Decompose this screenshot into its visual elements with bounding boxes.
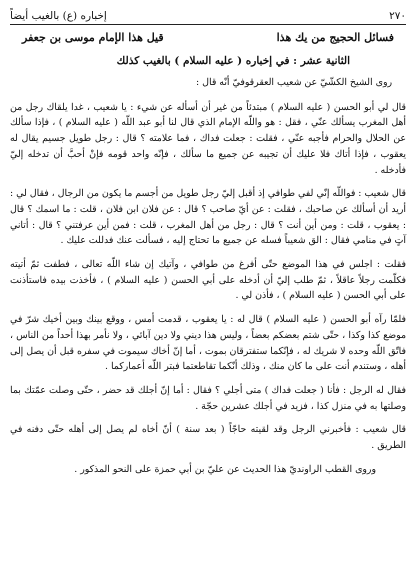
paragraph: فقلت : اجلس في هذا الموضع حتّى أفرغ من طوافي ، وآتيك إن شاء اللّه تعالى ، فطفت ثمّ أتيته فكلّمت رجلاً عاقلاً ، ثمّ طلب إليّ أن أدخله على أبي الحسن ( عليه السلام ) ، فأخذت بيده فاستأذنت على أبي الحسن ( عليه السلام ) ، فأذن لي . <box>10 259 406 302</box>
paragraph-intro: روى الشيخ الكشّيّ عن شعيب العقرقوفيّ أنّه قال : <box>196 77 392 88</box>
poem-verse <box>10 31 406 45</box>
paragraph: فلمّا رآه أبو الحسن ( عليه السلام ) قال له : يا يعقوب ، قدمت أمس ، ووقع بينك وبين أخيك شرّ في موضع كذا وكذا ، حتّى شتم بعضكم بعضاً ، وليس هذا ديني ولا دين آبائي ، ولا نأمر بهذا أحداً من الناس ، فاتّق اللّه وحده لا شريك له ، فإنّكما ستفترقان بموت ، أما إنّ أخاك سيموت في سفره قبل أن يصل إلى أهله ، وستندم أنت على ما كان منك ، وذلك أنّكما تقاطعتما فبتر اللّه أعماركما . <box>10 314 406 373</box>
paragraph: قال لي أبو الحسن ( عليه السلام ) مبتدئاً من غير أن أسأله عن شيء : يا شعيب ، غدا يلقاك رجل من أهل المغرب يسألك عنّي ، فقل : هو واللّه الإمام الذي قال لنا أبو عبد اللّه ( عليه السلام ) ، فإذا سألك عن الحلال والحرام فأجبه عنّي ، فقلت : جعلت فداك ، فما علامته ؟ قال : رجل طويل جسيم يقال له يعقوب ، فإذا أتاك فلا عليك أن تجيبه عن جميع ما سألك ، فإنّه واحد قومه فإنْ أحبَّ أن تدخله إليّ فأدخله . <box>10 101 406 176</box>
page-number: ٢٧٠ <box>389 10 406 22</box>
paragraph: قال شعيب : فواللّه إنّي لفي طوافي إذ أقبل إليّ رجل طويل من أجسم ما يكون من الرجال ، فقال لي : أريد أن أسألك عن صاحبك ، فقلت : عن أيّ صاحب ؟ قال : عن فلان ابن فلان ، قلت : ما اسمك ؟ قال : يعقوب ، قلت : ومن أين أنت ؟ قال : رجل من أهل المغرب ، قلت : فمن أين عرفتني ؟ قال : أتاني آتٍ في منامي فقال : الق شعيباً فسله عن جميع ما تحتاج إليه ، فسألت عنك فدللت عليك . <box>10 188 406 247</box>
paragraph: قال شعيب : فأخبرني الرجل وقد لقيته حاجّاً ( بعد سنة ) أنّ أخاه لم يصل إلى أهله حتّى دفنه في الطريق . <box>10 424 406 452</box>
paragraph-final: وروى القطب الراونديّ هذا الحديث عن عليّ بن أبي حمزة على النحو المذكور . <box>74 463 376 475</box>
header-rule <box>10 24 406 25</box>
page-header <box>10 0 406 22</box>
section-title: الثانية عشر : في إخباره ( عليه السلام ) بالغيب كذلك <box>116 55 350 67</box>
paragraph: فقال له الرجل : فأنا ( جعلت فداك ) متى أجلي ؟ فقال : أما إنّ أجلك قد حضر ، حتّى وصلت عمّتك بما وصلتها به في منزل كذا ، فزيد في أجلك عشرين حجّة . <box>10 384 406 412</box>
poem-hemistich-left: قيل هذا الإمام موسى بن جعفر <box>22 31 164 44</box>
poem-hemistich-right: فسائل الحجيج من يك هذا <box>276 31 394 44</box>
running-title: إخباره (ع) بالغيب أيضاً <box>10 10 107 22</box>
